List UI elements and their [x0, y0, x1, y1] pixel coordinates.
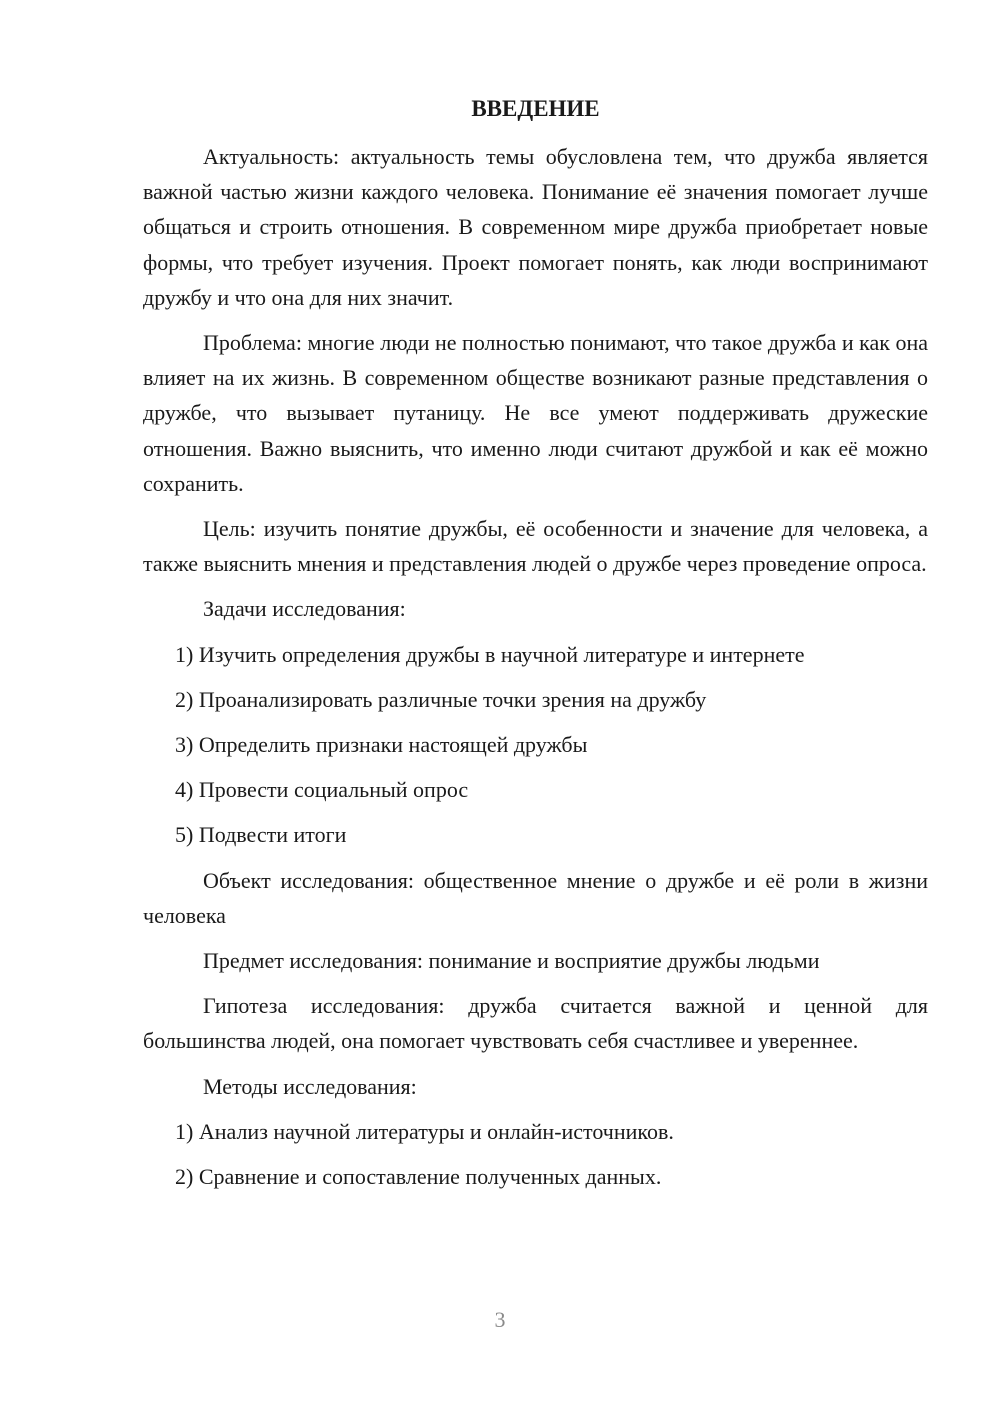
method-item-1: 1) Анализ научной литературы и онлайн-источников. — [175, 1118, 674, 1144]
paragraph-relevance: Актуальность: актуальность темы обусловлена тем, что дружба является важной частью жизни каждого человека. Понимание её значения помогает лучше общаться и строить отношения. В современном мире дружба приобретает новые формы, что требует изучения. Проект помогает понять, как люди воспринимают дружбу и что она для них значит. — [143, 144, 928, 310]
paragraph-problem: Проблема: многие люди не полностью понимают, что такое дружба и как она влияет на их жизнь. В современном обществе возникают разные представления о дружбе, что вызывает путаницу. Не все умеют поддерживать дружеские отношения. Важно выяснить, что именно люди считают дружбой и как её можно сохранить. — [143, 330, 928, 496]
task-item-1: 1) Изучить определения дружбы в научной литературе и интернете — [175, 641, 805, 667]
task-item-3: 3) Определить признаки настоящей дружбы — [175, 732, 588, 758]
tasks-heading: Задачи исследования: — [203, 596, 406, 622]
paragraph-hypothesis: Гипотеза исследования: дружба считается важной и ценной для большинства людей, она помогает чувствовать себя счастливее и увереннее. — [143, 993, 928, 1054]
task-item-2: 2) Проанализировать различные точки зрения на дружбу — [175, 686, 707, 712]
methods-heading: Методы исследования: — [203, 1073, 417, 1099]
paragraph-subject: Предмет исследования: понимание и восприятие дружбы людьми — [203, 948, 820, 974]
section-title: ВВЕДЕНИЕ — [471, 96, 600, 121]
page-number: 3 — [494, 1307, 506, 1332]
document-page — [143, 92, 928, 1194]
paragraph-goal: Цель: изучить понятие дружбы, её особенности и значение для человека, а также выяснить мнения и представления людей о дружбе через проведение опроса. — [143, 516, 928, 577]
task-item-4: 4) Провести социальный опрос — [175, 777, 469, 803]
paragraph-object: Объект исследования: общественное мнение о дружбе и её роли в жизни человека — [143, 867, 928, 928]
method-item-2: 2) Сравнение и сопоставление полученных данных. — [175, 1164, 662, 1190]
task-item-5: 5) Подвести итоги — [175, 822, 347, 848]
